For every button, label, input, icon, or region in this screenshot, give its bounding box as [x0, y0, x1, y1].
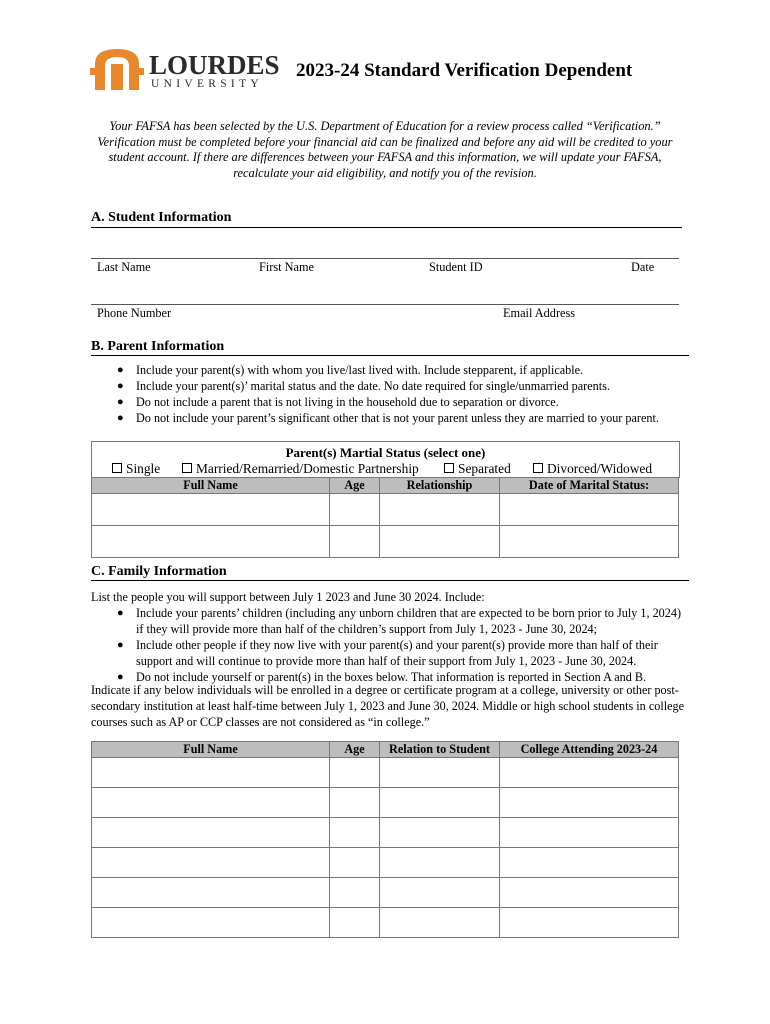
section-a-heading: A. Student Information: [91, 210, 232, 225]
cell-input[interactable]: [92, 758, 330, 788]
checkbox-icon[interactable]: [112, 463, 122, 473]
bullet-icon: ●: [117, 671, 124, 683]
date-label: Date: [631, 260, 655, 274]
arch-logo-icon: [89, 44, 145, 92]
cell-input[interactable]: [92, 908, 330, 938]
section-c-rule: [91, 580, 689, 581]
col-full-name: Full Name: [92, 478, 330, 494]
cell-input[interactable]: [92, 788, 330, 818]
student-name-line[interactable]: [91, 258, 679, 259]
cell-input[interactable]: [500, 908, 679, 938]
table-row: [92, 494, 679, 526]
section-c-heading: C. Family Information: [91, 564, 227, 579]
section-b-heading: B. Parent Information: [91, 339, 225, 354]
university-logo: [89, 44, 280, 94]
list-item: ● Do not include your parent’s significant other that is not your parent unless they are married to your parent.: [117, 411, 659, 425]
bullet-icon: ●: [117, 639, 124, 651]
table-row: [92, 818, 679, 848]
list-item: ● Include your parent(s) with whom you live/last lived with. Include stepparent, if applicable.: [117, 363, 584, 377]
cell-input[interactable]: [500, 878, 679, 908]
cell-input[interactable]: [500, 788, 679, 818]
email-label: Email Address: [503, 306, 576, 320]
table-row: [92, 908, 679, 938]
col-relationship: Relationship: [380, 478, 500, 494]
table-row: [92, 878, 679, 908]
cell-input[interactable]: [92, 526, 330, 558]
table-row: [92, 526, 679, 558]
col-marital-date: Date of Marital Status:: [500, 478, 679, 494]
cell-input[interactable]: [330, 494, 380, 526]
cell-input[interactable]: [330, 758, 380, 788]
bullet-icon: ●: [117, 364, 124, 376]
cell-input[interactable]: [500, 818, 679, 848]
table-row: [92, 848, 679, 878]
logo-wordmark: LOURDES: [149, 50, 280, 80]
logo-arch-shape: [90, 68, 100, 75]
list-item: ● Include other people if they now live with your parent(s) and your parent(s) provide more than half of their support and will continue to provide more than half of their support from July 1, 2023 - June 30, 2024.: [117, 638, 658, 668]
college-note: Indicate if any below individuals will be enrolled in a degree or certificate program at a college, university or other post-secondary institution at least half-time between July 1, 2023 and June 30, 2024. Middle or high school students in college courses such as AP or CCP classes are not considered as “in college.”: [91, 683, 685, 729]
col-age: Age: [330, 478, 380, 494]
cell-input[interactable]: [500, 758, 679, 788]
bullet-icon: ●: [117, 607, 124, 619]
cell-input[interactable]: [330, 526, 380, 558]
student-id-label: Student ID: [429, 260, 483, 274]
table-header-row: [92, 478, 679, 494]
list-item: ● Do not include a parent that is not living in the household due to separation or divorce.: [117, 395, 559, 409]
cell-input[interactable]: [92, 494, 330, 526]
cell-input[interactable]: [330, 878, 380, 908]
cell-input[interactable]: [92, 848, 330, 878]
option-married[interactable]: Married/Remarried/Domestic Partnership: [182, 461, 419, 477]
section-b-rule: [91, 355, 689, 356]
cell-input[interactable]: [500, 526, 679, 558]
cell-input[interactable]: [330, 818, 380, 848]
cell-input[interactable]: [500, 848, 679, 878]
logo-subtitle: UNIVERSITY: [151, 78, 263, 90]
family-instructions: [117, 605, 681, 685]
cell-input[interactable]: [380, 878, 500, 908]
last-name-label: Last Name: [97, 260, 151, 274]
col-full-name: Full Name: [92, 742, 330, 758]
option-divorced[interactable]: Divorced/Widowed: [533, 461, 652, 477]
table-row: [92, 788, 679, 818]
intro-paragraph: Your FAFSA has been selected by the U.S. Department of Education for a review process called “Verification.” Verification must be completed before your financial aid can be finalized and before any aid will be credited to your student account. If there are differences between your FAFSA and this information, we will update your FAFSA, recalculate your aid eligibility, and notify you of the revision.: [97, 119, 673, 180]
document-title: 2023-24 Standard Verification Dependent: [296, 60, 633, 81]
list-item: ● Do not include yourself or parent(s) in the boxes below. That information is reported in Section A and B.: [117, 670, 647, 684]
logo-arch-shape: [111, 64, 123, 90]
option-single[interactable]: Single: [112, 461, 160, 477]
col-relation: Relation to Student: [380, 742, 500, 758]
marital-status-title: Parent(s) Martial Status (select one): [285, 445, 486, 460]
cell-input[interactable]: [330, 848, 380, 878]
cell-input[interactable]: [380, 908, 500, 938]
cell-input[interactable]: [500, 494, 679, 526]
bullet-icon: ●: [117, 396, 124, 408]
parent-instructions: [117, 362, 696, 426]
bullet-icon: ●: [117, 380, 124, 392]
cell-input[interactable]: [92, 878, 330, 908]
family-lead: List the people you will support between July 1 2023 and June 30 2024. Include:: [91, 590, 485, 604]
table-row: [92, 758, 679, 788]
cell-input[interactable]: [380, 526, 500, 558]
list-item: ● Include your parents’ children (including any unborn children that are expected to be born prior to July 1, 2024) if they will provide more than half of the children’s support from July 1, 2023 - June 30, 2024;: [117, 606, 681, 636]
cell-input[interactable]: [380, 758, 500, 788]
cell-input[interactable]: [380, 818, 500, 848]
first-name-label: First Name: [259, 260, 314, 274]
marital-status-box: [91, 441, 680, 478]
cell-input[interactable]: [380, 848, 500, 878]
cell-input[interactable]: [380, 494, 500, 526]
cell-input[interactable]: [380, 788, 500, 818]
checkbox-icon[interactable]: [533, 463, 543, 473]
family-table: [91, 741, 679, 938]
phone-label: Phone Number: [97, 306, 172, 320]
col-college: College Attending 2023-24: [500, 742, 679, 758]
cell-input[interactable]: [92, 818, 330, 848]
parent-table: [91, 477, 679, 558]
section-a-rule: [91, 227, 682, 228]
contact-line[interactable]: [91, 304, 679, 305]
cell-input[interactable]: [330, 908, 380, 938]
checkbox-icon[interactable]: [444, 463, 454, 473]
list-item: ● Include your parent(s)’ marital status and the date. No date required for single/unmarried parents.: [117, 379, 610, 393]
table-header-row: [92, 742, 679, 758]
checkbox-icon[interactable]: [182, 463, 192, 473]
cell-input[interactable]: [330, 788, 380, 818]
option-separated[interactable]: Separated: [444, 461, 511, 477]
col-age: Age: [330, 742, 380, 758]
logo-arch-shape: [134, 68, 144, 75]
bullet-icon: ●: [117, 412, 124, 424]
